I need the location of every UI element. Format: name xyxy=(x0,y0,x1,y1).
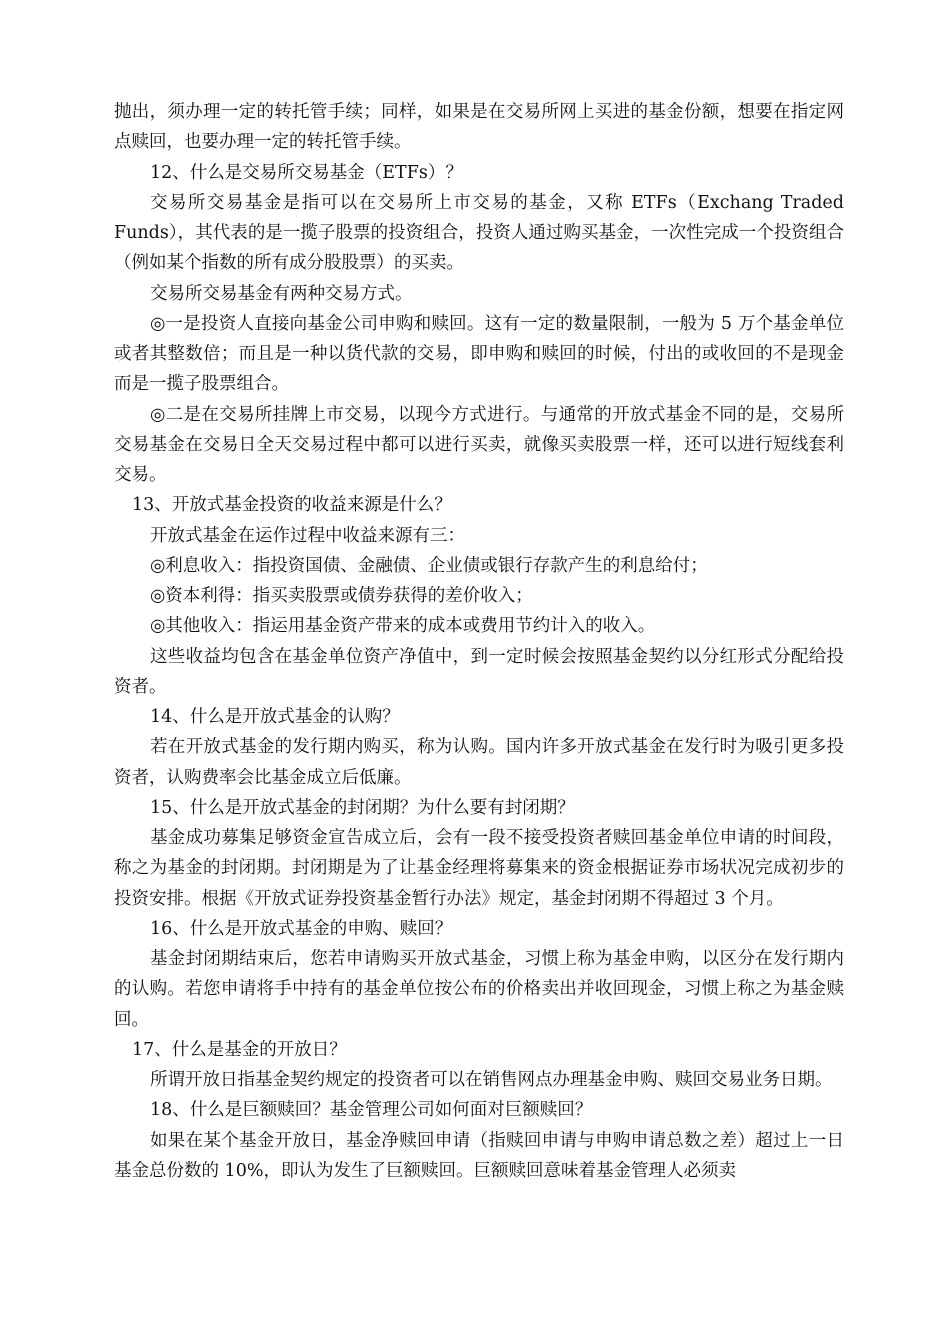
question-heading: 12、什么是交易所交易基金（ETFs）？ xyxy=(150,162,463,183)
question-heading: 13、开放式基金投资的收益来源是什么？ xyxy=(132,495,452,516)
body-paragraph: 这些收益均包含在基金单位资产净值中，到一定时候会按照基金契约以分红形式分配给投资者。 xyxy=(114,646,844,697)
body-paragraph: ◎其他收入：指运用基金资产带来的成本或费用节约计入的收入。 xyxy=(150,616,656,637)
body-paragraph: ◎利息收入：指投资国债、金融债、企业债或银行存款产生的利息给付； xyxy=(150,555,708,576)
document-page xyxy=(114,97,844,1186)
body-paragraph: 基金成功募集足够资金宣告成立后，会有一段不接受投资者赎回基金单位申请的时间段，称之为基金的封闭期。封闭期是为了让基金经理将募集来的资金根据证券市场状况完成初步的投资安排。根据《开放式证券投资基金暂行办法》规定，基金封闭期不得超过 3 个月。 xyxy=(114,828,844,909)
body-paragraph: ◎一是投资人直接向基金公司申购和赎回。这有一定的数量限制，一般为 5 万个基金单位或者其整数倍；而且是一种以货代款的交易，即申购和赎回的时候，付出的或收回的不是现金而是一揽子股票组合。 xyxy=(114,313,844,395)
question-heading: 18、什么是巨额赎回？基金管理公司如何面对巨额赎回？ xyxy=(150,1100,593,1121)
question-heading: 16、什么是开放式基金的申购、赎回？ xyxy=(150,918,453,939)
body-paragraph: 交易所交易基金是指可以在交易所上市交易的基金，又称 ETFs（Exchang Traded Funds），其代表的是一揽子股票的投资组合，投资人通过购买基金，一次性完成一个投资组合（例如某个指数的所有成分股股票）的买卖。 xyxy=(114,192,844,274)
body-paragraph: 交易所交易基金有两种交易方式。 xyxy=(150,283,413,304)
body-paragraph: 抛出，须办理一定的转托管手续；同样，如果是在交易所网上买进的基金份额，想要在指定网点赎回，也要办理一定的转托管手续。 xyxy=(114,102,844,153)
question-heading: 15、什么是开放式基金的封闭期？为什么要有封闭期？ xyxy=(150,797,575,818)
body-paragraph: 所谓开放日指基金契约规定的投资者可以在销售网点办理基金申购、赎回交易业务日期。 xyxy=(150,1070,833,1090)
body-paragraph: 基金封闭期结束后，您若申请购买开放式基金，习惯上称为基金申购，以区分在发行期内的认购。若您申请将手中持有的基金单位按公布的价格卖出并收回现金，习惯上称之为基金赎回。 xyxy=(114,949,844,1030)
question-heading: 14、什么是开放式基金的认购？ xyxy=(150,707,400,727)
body-paragraph: ◎资本利得：指买卖股票或债券获得的差价收入； xyxy=(150,586,533,606)
body-paragraph: 若在开放式基金的发行期内购买，称为认购。国内许多开放式基金在发行时为吸引更多投资者，认购费率会比基金成立后低廉。 xyxy=(114,737,844,788)
body-paragraph: 开放式基金在运作过程中收益来源有三： xyxy=(150,525,465,546)
body-paragraph: ◎二是在交易所挂牌上市交易，以现今方式进行。与通常的开放式基金不同的是，交易所交易基金在交易日全天交易过程中都可以进行买卖，就像买卖股票一样，还可以进行短线套利交易。 xyxy=(114,404,844,485)
body-paragraph: 如果在某个基金开放日，基金净赎回申请（指赎回申请与申购申请总数之差）超过上一日基金总份数的 10%，即认为发生了巨额赎回。巨额赎回意味着基金管理人必须卖 xyxy=(114,1130,844,1181)
question-heading: 17、什么是基金的开放日？ xyxy=(132,1039,347,1060)
